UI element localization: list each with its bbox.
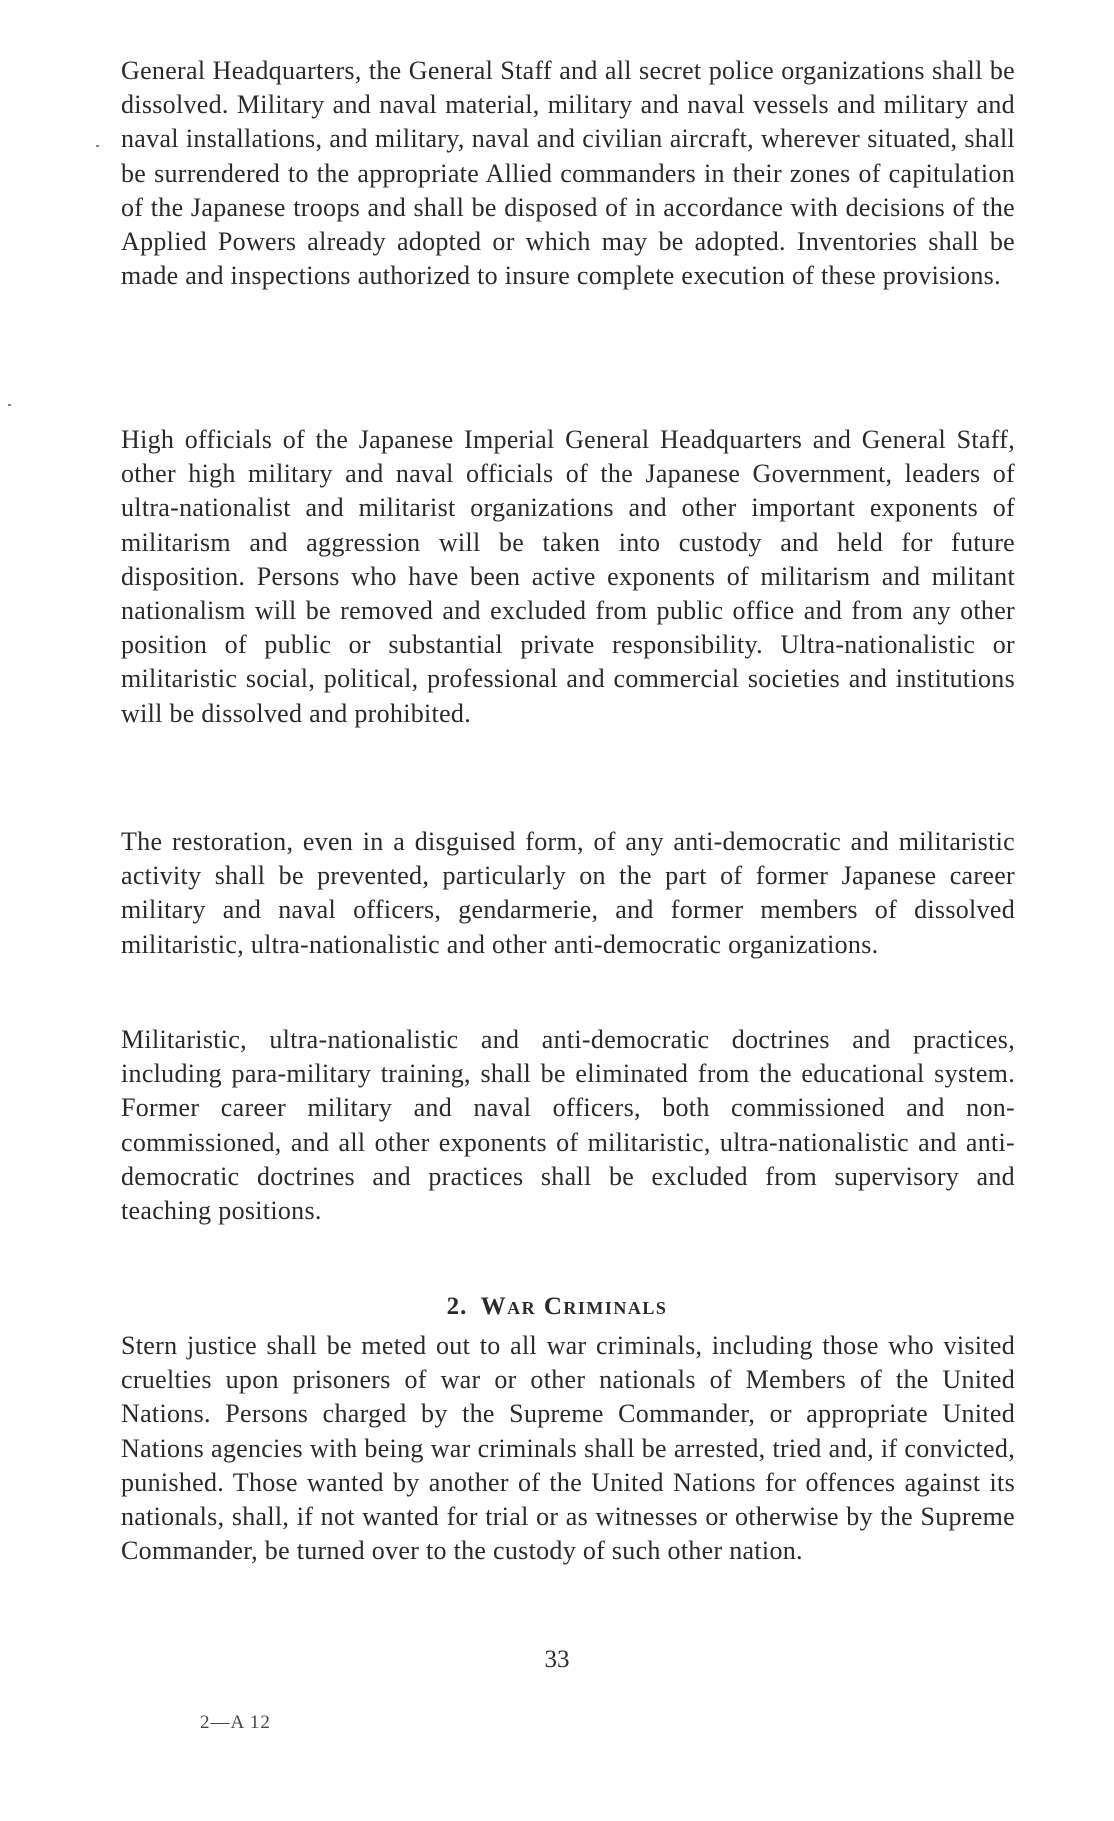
section-number: 2. bbox=[446, 1293, 468, 1320]
page-number: 33 bbox=[544, 1646, 570, 1673]
margin-mark bbox=[96, 145, 99, 147]
section-heading bbox=[0, 1290, 1114, 1324]
body-paragraph: Militaristic, ultra-nationalistic and anti-democratic doctrines and practices, including para-military training, shall be eliminated from the educational system. Former career military and naval officers, both commissioned and non-commissioned, and all other exponents of militaristic, ultra-nationalistic and anti-democratic doctrines and practices shall be excluded from supervisory and teaching positions. bbox=[121, 1025, 1015, 1226]
print-code: 2—A 12 bbox=[200, 1712, 271, 1733]
body-paragraph: General Headquarters, the General Staff and all secret police organizations shall be dissolved. Military and naval material, military and naval vessels and military and naval installations, and military, naval and civilian aircraft, wherever situated, shall be surrendered to the appropriate Allied commanders in their zones of capitulation of the Japanese troops and shall be disposed of in accordance with decisions of the Applied Powers already adopted or which may be adopted. Inventories shall be made and inspections authorized to insure complete execution of these provisions. bbox=[121, 56, 1015, 291]
body-paragraph: High officials of the Japanese Imperial General Headquarters and General Staff, other high military and naval officials of the Japanese Government, leaders of ultra-nationalist and militarist organizations and other important exponents of militarism and aggression will be taken into custody and held for future disposition. Persons who have been active exponents of militarism and militant nationalism will be removed and excluded from public office and from any other position of public or substantial private responsibility. Ultra-nationalistic or militaristic social, political, professional and commercial societies and institutions will be dissolved and prohibited. bbox=[121, 425, 1015, 728]
section-title: War Criminals bbox=[480, 1293, 668, 1320]
margin-mark bbox=[8, 404, 11, 406]
body-paragraph: The restoration, even in a disguised form, of any anti-democratic and militaristic activity shall be prevented, particularly on the part of former Japanese career military and naval officers, gendarmerie, and former members of dissolved militaristic, ultra-nationalistic and other anti-democratic organizations. bbox=[121, 827, 1015, 959]
body-paragraph: Stern justice shall be meted out to all war criminals, including those who visited cruelties upon prisoners of war or other nationals of Members of the United Nations. Persons charged by the Supreme Commander, or appropriate United Nations agencies with being war criminals shall be arrested, tried and, if convicted, punished. Those wanted by another of the United Nations for offences against its nationals, shall, if not wanted for trial or as witnesses or otherwise by the Supreme Commander, be turned over to the custody of such other nation. bbox=[121, 1331, 1015, 1566]
